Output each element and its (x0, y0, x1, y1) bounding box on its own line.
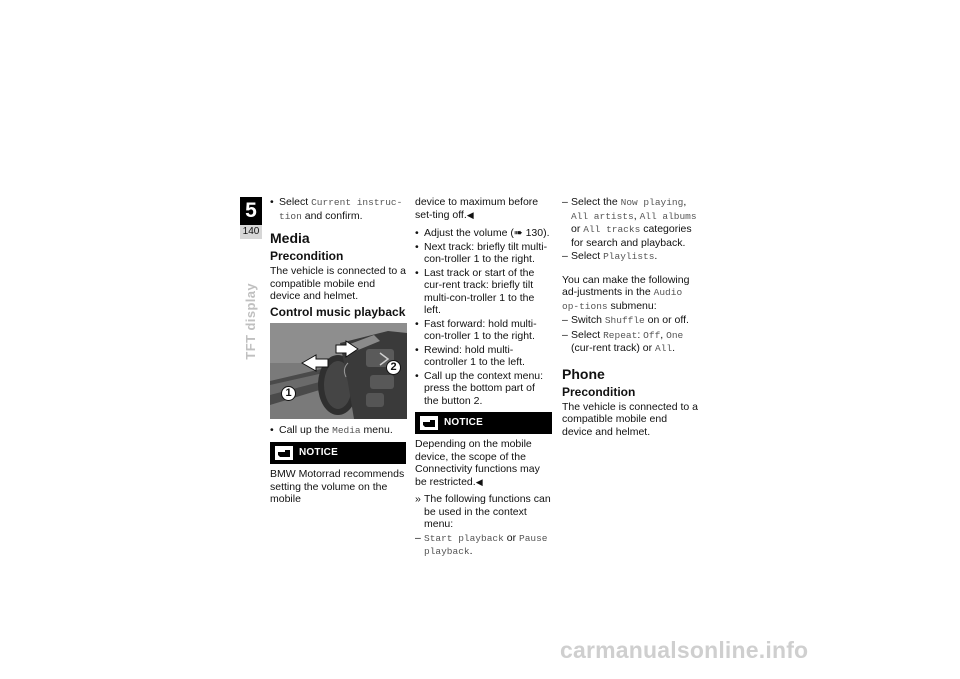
menu-item-repeat-one: One (666, 329, 684, 341)
menu-item-now-playing: Now playing (620, 197, 684, 208)
menu-item-all-artists: All artists (571, 210, 634, 222)
notice-hand-icon (275, 446, 293, 460)
dash-select-playlists: – Select Playlists. (562, 250, 698, 264)
dash-select-repeat: – Select Repeat: Off, One (cur-rent track) or All. (562, 329, 698, 356)
menu-item-pause-playback: Pause playback (424, 532, 548, 557)
audio-options-intro: You can make the following ad-justments in the Audio op-tions submenu: (562, 273, 690, 312)
heading-media: Media (270, 230, 310, 246)
result-context-menu-functions: » The following functions can be used in the context menu: (415, 493, 552, 531)
menu-item-repeat: Repeat (603, 329, 638, 341)
bullet-select-current-instruction: • Select Current instruc- tion and confirm. (270, 196, 406, 223)
chapter-side-label (233, 282, 269, 360)
bullet-call-up-media-menu: • Call up the Media menu. (270, 424, 406, 438)
callout-multi-controller: 1 (281, 386, 296, 401)
heading-phone: Phone (562, 365, 605, 382)
heading-precondition-media: Precondition (270, 249, 344, 263)
column-right (562, 196, 698, 439)
notice-banner: NOTICE (270, 442, 406, 464)
end-of-notice-marker: ◀ (466, 209, 474, 220)
dash-start-pause-playback: – Start playback or Pause playback. (415, 532, 552, 559)
bullet-adjust-volume: • Adjust the volume (➠ 130). (415, 227, 552, 240)
notice-text-volume: BMW Motorrad recommends setting the volume on the mobile (270, 468, 405, 505)
dash-select-categories: – Select the Now playing, All artists, All albums or All tracks categories for search and playback. (562, 196, 698, 249)
page-number: 140 (240, 225, 262, 239)
column-left (270, 196, 406, 507)
heading-control-music-playback: Control music playback (270, 304, 406, 319)
column-middle (415, 196, 552, 560)
menu-item-all-albums: All albums (639, 210, 697, 222)
bullet-fast-forward: • Fast forward: hold multi-con-troller 1 to the right. (415, 318, 552, 343)
dash-switch-shuffle: – Switch Shuffle on or off. (562, 314, 698, 328)
precondition-text-phone: The vehicle is connected to a compatible mobile end device and helmet. (562, 400, 698, 438)
bullet-rewind: • Rewind: hold multi-controller 1 to the left. (415, 344, 552, 369)
menu-item-all-tracks: All tracks (583, 224, 641, 235)
menu-item-repeat-off: Off (643, 329, 661, 341)
end-of-notice-marker: ◀ (475, 476, 483, 487)
bullet-next-track: • Next track: briefly tilt multi-con-troller 1 to the right. (415, 241, 552, 266)
notice-text-connectivity: Depending on the mobile device, the scope of the Connectivity functions may be restricted.◀ (415, 438, 540, 488)
bullet-context-menu: • Call up the context menu: press the bottom part of the button 2. (415, 370, 552, 408)
notice-banner-connectivity: NOTICE (415, 412, 552, 434)
menu-item-start-playback: Start playback (424, 532, 504, 544)
watermark: carmanualsonline.info (560, 637, 809, 663)
menu-item-media: Media (332, 424, 361, 436)
menu-item-audio-options: Audio op-tions (562, 287, 683, 312)
menu-item-shuffle: Shuffle (604, 315, 645, 326)
precondition-text-media: The vehicle is connected to a compatible mobile end device and helmet. (270, 265, 406, 302)
callout-button: 2 (386, 360, 401, 375)
menu-item-playlists: Playlists (603, 251, 655, 262)
chapter-title: TFT display (242, 282, 258, 360)
notice-hand-icon (420, 416, 438, 430)
handlebar-controls-photo (270, 323, 407, 419)
menu-item-repeat-all: All (655, 343, 673, 354)
chapter-number-tab: 5 (240, 197, 262, 225)
heading-precondition-phone: Precondition (562, 384, 636, 399)
notice-text-volume-continued: device to maximum before set-ting off.◀ (415, 196, 539, 221)
bullet-last-track: • Last track or start of the cur-rent track: briefly tilt multi-con-troller 1 to the left. (415, 267, 552, 317)
menu-item-current-instruction: Current instruc- (311, 197, 403, 208)
